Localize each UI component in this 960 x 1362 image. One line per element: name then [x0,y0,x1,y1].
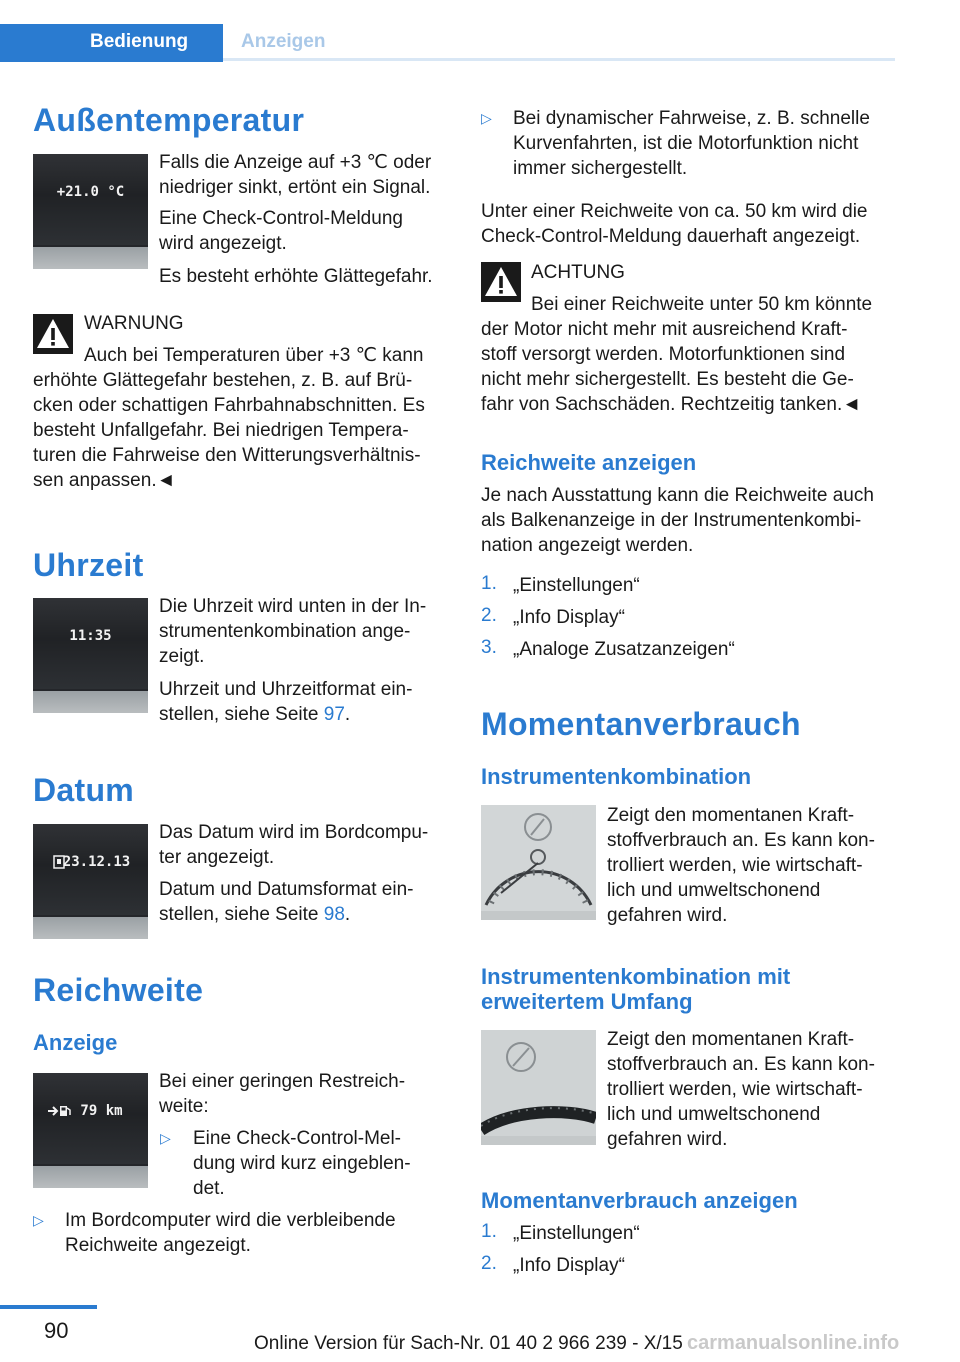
ra-text-1: Je nach Ausstattung kann die Reichweite auch [481,485,874,506]
unter-text-2: Check-Control-Meldung dauerhaft angezeigt. [481,226,861,247]
moment-text1-1: Zeigt den momentanen Kraft‐ [607,805,855,826]
ra-text-3: nation angezeigt werden. [481,535,694,556]
tab-anzeigen[interactable] [223,24,895,62]
uhrzeit-text-3: zeigt. [159,646,205,667]
tab-anzeigen-label: Anzeigen [241,31,326,52]
datum-text-1: Das Datum wird im Bordcompu‐ [159,822,429,843]
step-number: 2. [481,605,497,626]
heading-datum: Datum [33,772,135,808]
footer-text: Online Version für Sach-Nr. 01 40 2 966 239 - X/15 [254,1333,683,1354]
warning-icon [481,262,521,302]
aussen-text-4: wird angezeigt. [159,233,287,254]
bullet2-text-1: Im Bordcomputer wird die verbleibende [65,1210,396,1231]
uhrzeit-text-4: Uhrzeit und Uhrzeitformat ein‐ [159,679,413,700]
mv-step-2: „Info Display“ [513,1255,625,1276]
achtung-label: ACHTUNG [531,262,625,283]
step-number: 3. [481,637,497,658]
subheading-instrumentenkombination: Instrumentenkombination [481,764,752,789]
bullet3-text-1: Bei dynamischer Fahrweise, z. B. schnelle [513,108,870,129]
bullet-icon: ▷ [33,1212,44,1228]
achtung-text-1: Bei einer Reichweite unter 50 km könnte [531,294,873,315]
step-number: 1. [481,573,497,594]
gauge-image-1 [481,805,596,920]
bullet-icon: ▷ [160,1130,171,1146]
bullet1-text-1: Eine Check-Control-Mel‐ [193,1128,402,1149]
aussen-text-1: Falls die Anzeige auf +3 ℃ oder [159,152,432,173]
reichweite-text-1: Bei einer geringen Restreich‐ [159,1071,406,1092]
moment-text1-2: stoffverbrauch an. Es kann kon‐ [607,830,875,851]
achtung-text-4: nicht mehr sichergestellt. Es besteht die Ge‐ [481,369,854,390]
achtung-text-3: stoff versorgt werden. Motorfunktionen sind [481,344,846,365]
watermark: carmanualsonline.info [687,1332,900,1354]
ra-step-1: „Einstellungen“ [513,575,640,596]
display-datum [33,824,148,939]
reichweite-text-2: weite: [159,1096,209,1117]
moment-text1-3: trolliert werden, wie wirtschaft‐ [607,855,863,876]
aussen-text-2: niedriger sinkt, ertönt ein Signal. [159,177,431,198]
link-page-97[interactable]: 97 [323,704,345,725]
moment-text2-2: stoffverbrauch an. Es kann kon‐ [607,1054,875,1075]
warnung-text-2: erhöhte Glättegefahr bestehen, z. B. auf Brü‐ [33,370,413,391]
datum-text-2: ter angezeigt. [159,847,275,868]
bullet1-text-3: det. [193,1178,225,1199]
tab-bedienung-label: Bedienung [90,31,189,52]
bullet2-text-2: Reichweite angezeigt. [65,1235,251,1256]
aussen-text-5: Es besteht erhöhte Glättegefahr. [159,266,433,287]
moment-text2-5: gefahren wird. [607,1129,728,1150]
display-uhrzeit [33,598,148,713]
moment-text2-4: lich und umweltschonend [607,1104,821,1125]
uhrzeit-text-2: strumentenkombination ange‐ [159,621,411,642]
ra-text-2: als Balkenanzeige in der Instrumentenkombi‐ [481,510,862,531]
unter-text-1: Unter einer Reichweite von ca. 50 km wird die [481,201,868,222]
display-aussen-value: +21.0 °C [56,184,125,200]
page-number: 90 [44,1318,69,1343]
subheading-anzeige: Anzeige [33,1030,118,1055]
step-number: 1. [481,1221,497,1242]
warnung-text-4: besteht Unfallgefahr. Bei niedrigen Tempera‐ [33,420,409,441]
subheading-erweitert-2: erweitertem Umfang [481,989,693,1014]
heading-momentanverbrauch-anzeigen: Momentanverbrauch anzeigen [481,1188,798,1213]
mv-step-1: „Einstellungen“ [513,1223,640,1244]
heading-reichweite-anzeigen: Reichweite anzeigen [481,450,697,475]
display-reichweite [33,1073,148,1188]
ra-step-2: „Info Display“ [513,607,625,628]
warning-icon [33,314,73,354]
bullet-icon: ▷ [481,110,492,126]
heading-momentanverbrauch: Momentanverbrauch [481,706,801,742]
display-datum-value: 23.12.13 [62,854,131,870]
heading-uhrzeit: Uhrzeit [33,547,144,583]
header-divider [223,58,895,61]
aussen-text-3: Eine Check-Control-Meldung [159,208,403,229]
warnung-text-6: sen anpassen.◄ [33,470,176,491]
datum-text-3: Datum und Datumsformat ein‐ [159,879,414,900]
bullet1-text-2: dung wird kurz eingeblen‐ [193,1153,411,1174]
calendar-icon [53,855,65,869]
uhrzeit-text-5: stellen, siehe Seite 97. [159,704,351,725]
display-uhrzeit-value: 11:35 [69,628,112,644]
moment-text1-5: gefahren wird. [607,905,728,926]
ra-step-3: „Analoge Zusatzanzeigen“ [513,639,735,660]
gauge-image-2 [481,1030,596,1145]
moment-text1-4: lich und umweltschonend [607,880,821,901]
heading-reichweite: Reichweite [33,972,204,1008]
link-page-98[interactable]: 98 [323,904,345,925]
datum-text-4: stellen, siehe Seite 98. [159,904,351,925]
achtung-text-2: der Motor nicht mehr mit ausreichend Kraft‐ [481,319,848,340]
warnung-text-5: turen die Fahrweise den Witterungsverhältnis‐ [33,445,421,466]
display-reichweite-value: 79 km [80,1103,123,1119]
step-number: 2. [481,1253,497,1274]
bullet3-text-2: Kurvenfahrten, ist die Motorfunktion nicht [513,133,859,154]
moment-text2-3: trolliert werden, wie wirtschaft‐ [607,1079,863,1100]
display-aussentemperatur [33,154,148,269]
uhrzeit-text-1: Die Uhrzeit wird unten in der In‐ [159,596,427,617]
subheading-erweitert-1: Instrumentenkombination mit [481,964,791,989]
fuel-pump-icon [47,1104,73,1118]
warnung-text-3: cken oder schattigen Fahrbahnabschnitten. Es [33,395,425,416]
moment-text2-1: Zeigt den momentanen Kraft‐ [607,1029,855,1050]
achtung-text-5: fahr von Sachschäden. Rechtzeitig tanken.◄ [481,394,862,415]
warnung-label: WARNUNG [84,313,184,334]
heading-aussentemperatur: Außentemperatur [33,102,305,138]
warnung-text-1: Auch bei Temperaturen über +3 ℃ kann [84,345,424,366]
tab-bedienung[interactable] [0,24,223,62]
bullet3-text-3: immer sichergestellt. [513,158,688,179]
footer-divider [0,1305,97,1309]
